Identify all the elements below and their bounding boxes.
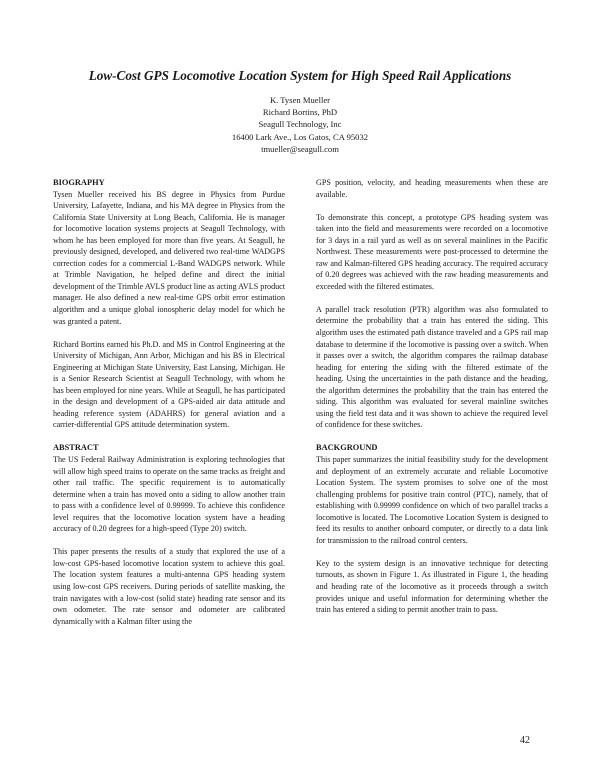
page-number: 42 — [520, 735, 530, 746]
right-column — [316, 177, 548, 616]
abstract-paragraph-1: The US Federal Railway Administration is exploring technologies that will allow high speed trains to operate on the same tracks as freight and other rail traffic. The specific requirement is to automatically determine when a train has moved onto a siding to allow another train to pass with a confidence level of 0.99999. To achieve this confidence level requires that the locomotive location system have a heading accuracy of 0.20 degrees for a high-speed (Type 20) switch. — [53, 455, 285, 534]
background-paragraph-2: Key to the system design is an innovative technique for detecting turnouts, as shown in Figure 1. As illustrated in Figure 1, the heading and heading rate of the locomotive as it proceeds through a switch provides unique and useful information for determining whether the train has entered a siding to permit another train to pass. — [316, 558, 548, 615]
abstract-paragraph-2: This paper presents the results of a study that explored the use of a low-cost GPS-based locomotive location system to achieve this goal. The location system features a multi-antenna GPS heading system using low-cost GPS receivers. During periods of satellite masking, the train navigates with a low-cost (solid state) heading rate sensor and its own odometer. The rate sensor and odometer are calibrated dynamically with a Kalman filter using the — [53, 547, 285, 626]
abstract-continuation: GPS position, velocity, and heading measurements when these are available. — [316, 178, 548, 199]
demonstration-paragraph: To demonstrate this concept, a prototype GPS heading system was taken into the field and measurements were recorded on a locomotive for 3 days in a rail yard as well as on several mainlines in the Pacific Northwest. These measurements were post-processed to determine the raw and Kalman-filtered GPS heading accuracy. The required accuracy of 0.20 degrees was achieved with the raw heading measurements and exceeded with the filtered estimates. — [316, 212, 548, 291]
background-paragraph-1: This paper summarizes the initial feasibility study for the development and deployment of an extremely accurate and reliable Locomotive Location System. The system promises to solve one of the most challenging problems for positive train control (PTC), namely, that of establishing with 0.99999 confidence on which of two parallel tracks a locomotive is located. The Locomotive Location System is designed to feed its results to another onboard computer, or directly to a data link for transmission to the railroad control centers. — [316, 454, 548, 545]
background-heading: BACKGROUND — [316, 443, 378, 453]
left-column — [53, 177, 285, 627]
author-affiliation: Seagull Technology, Inc — [258, 119, 342, 130]
biography-heading: BIOGRAPHY — [53, 178, 105, 187]
author-address: 16400 Lark Ave., Los Gatos, CA 95032 — [231, 131, 369, 142]
author-name-2: Richard Bortins, PhD — [262, 107, 338, 118]
author-email: tmueller@seagull.com — [261, 143, 339, 154]
biography-paragraph-1: Tysen Mueller received his BS degree in Physics from Purdue University, Lafayette, Indiana, and his MA degree in Physics from the California State University at Long Beach, California. He is manager for locomotive location systems projects at Seagull Technology, with whom he has been employed for more than five years. At Seagull, he previously designed, developed, and delivered two real-time WADGPS correction codes for a commercial L-Band WADGPS network. While at Trimble Navigation, he helped define and direct the initial development of the Trimble AVLS product line as acting AVLS product manager. He also defined a new real-time GPS orbit error estimation algorithm and a unique global ionospheric delay model for which he was granted a patent. — [53, 189, 285, 326]
author-name-1: K. Tysen Mueller — [269, 95, 331, 105]
paper-title: Low-Cost GPS Locomotive Location System for High Speed Rail Applications — [88, 68, 512, 83]
abstract-heading: ABSTRACT — [53, 443, 99, 453]
author-block — [150, 94, 450, 155]
biography-paragraph-2: Richard Bortins earned his Ph.D. and MS in Control Engineering at the University of Michigan, Ann Arbor, Michigan and his BS in Electrical Engineering at Michigan State University, East Lansing, Michigan. He is a Senior Research Scientist at Seagull Technology, with whom he has been employed for nine years. While at Seagull, he has participated in the design and development of a GPS-aided air data attitude and heading reference system (ADAHRS) for general aviation and a carrier-differential GPS attitude determination system. — [53, 339, 285, 430]
ptr-paragraph: A parallel track resolution (PTR) algorithm was also formulated to determine the probability that a train has entered the siding. This algorithm uses the estimated path distance traveled and a GPS rail map database to determine if the locomotive is passing over a switch. When it passes over a switch, the algorithm compares the railmap database heading for entering the siding with the filtered estimate of the heading. Using the uncertainties in the path distance and the heading, the algorithm determines the probability that the train has entered the siding. This algorithm was evaluated for several mainline switches using the field test data and it was shown to achieve the required level of confidence for these switches. — [316, 304, 548, 430]
